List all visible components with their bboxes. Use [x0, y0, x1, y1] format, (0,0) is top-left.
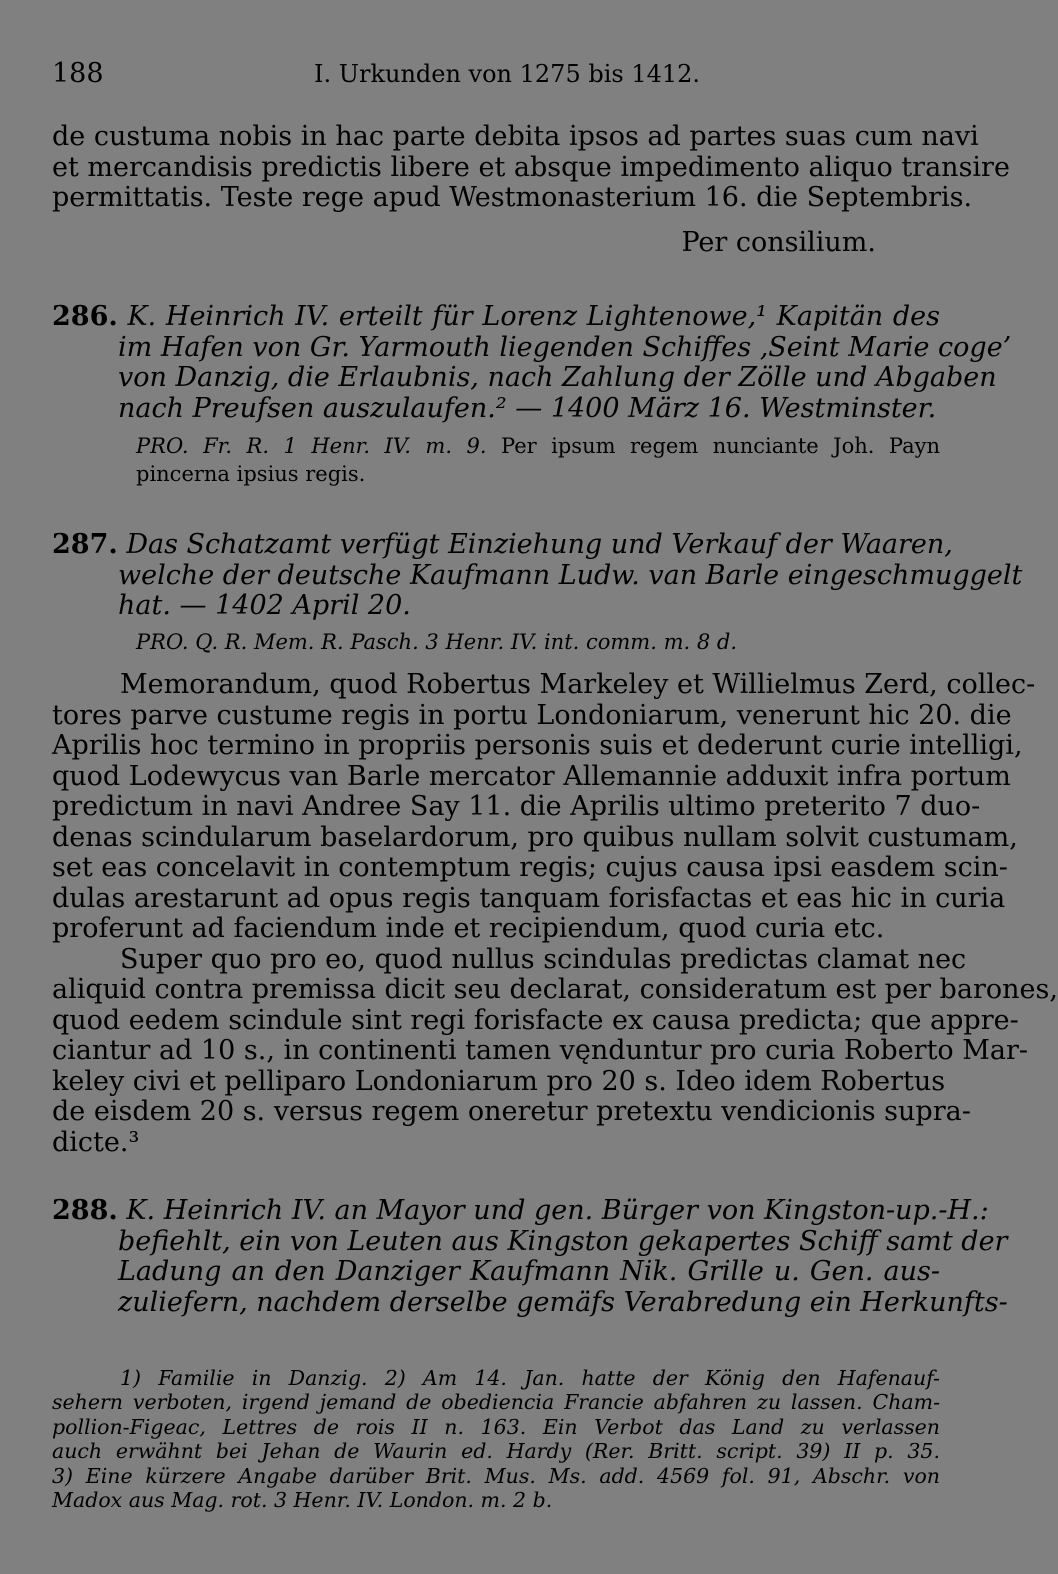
continuation-text — [52, 121, 1010, 214]
doc-287-heading — [52, 529, 1023, 622]
heading-line: im Hafen von Gr. Yarmouth liegenden Schiffes ‚Seint Marie coge’ — [118, 331, 1012, 363]
doc-number: 286. — [52, 301, 118, 332]
text-line: tores parve custume regis in portu Londoniarum, venerunt hic 20. die — [52, 699, 1012, 731]
text-line: quod Lodewycus van Barle mercator Allemannie adduxit infra portum — [52, 760, 1011, 792]
text-line: dicte.³ — [52, 1126, 140, 1158]
text-line: aliquid contra premissa dicit seu declarat, consideratum est per barones, — [52, 974, 1058, 1005]
signature-block — [52, 228, 940, 259]
text-line: set eas concelavit in contemptum regis; cujus causa ipsi easdem scin- — [52, 852, 1008, 883]
source-ref: PRO. Fr. R. 1 Henr. IV. m. 9. — [136, 434, 487, 458]
text-line: et mercandisis predictis libere et absque impedimento aliquo transire — [52, 151, 1010, 183]
footnote-line: auch erwähnt bei Jehan de Waurin ed. Hardy (Rer. Britt. script. 39) II p. 35. — [52, 1439, 940, 1464]
page-number: 188 — [52, 58, 104, 89]
heading-line — [52, 302, 940, 333]
text-line: Aprilis hoc termino in propriis personis suis et dederunt curie intelligi, — [52, 730, 1023, 761]
heading-text: Das Schatzamt verfügt Einziehung und Verkauf der Waaren, — [126, 529, 953, 560]
running-title: I. Urkunden von 1275 bis 1412. — [314, 60, 701, 88]
text-line: permittatis. Teste rege apud Westmonasterium 16. die Septembris. — [52, 182, 973, 213]
heading-line: welche der deutsche Kaufmann Ludw. van Barle eingeschmuggelt — [118, 559, 1023, 591]
signature: Per consilium. — [681, 227, 876, 258]
source-ref: PRO. Q. R. Mem. R. Pasch. 3 Henr. IV. int. comm. m. 8 d. — [136, 630, 737, 654]
footnote-line: sehern verboten, irgend jemand de obediencia Francie abfahren zu lassen. Cham- — [52, 1390, 940, 1415]
source-note-line: pincerna ipsius regis. — [136, 462, 366, 486]
page-header — [52, 58, 940, 94]
doc-286-source — [52, 432, 940, 488]
doc-288-heading — [52, 1195, 1008, 1318]
text-line: de eisdem 20 s. versus regem oneretur pretextu vendicionis supra- — [52, 1096, 971, 1127]
text-line: de custuma nobis in hac parte debita ipsos ad partes suas cum navi — [52, 121, 979, 152]
heading-line: Ladung an den Danziger Kaufmann Nik. Grille u. Gen. aus- — [118, 1256, 940, 1287]
text-line: proferunt ad faciendum inde et recipiendum, quod curia etc. — [52, 913, 885, 944]
heading-line — [52, 1195, 989, 1227]
heading-line: nach Preufsen auszulaufen.² — 1400 März 16. Westminster. — [118, 392, 937, 424]
heading-line: zuliefern, nachdem derselbe gemäfs Verabredung ein Herkunfts- — [118, 1286, 1008, 1318]
heading-line: von Danzig, die Erlaubnis, nach Zahlung der Zölle und Abgaben — [118, 362, 997, 393]
source-note: Per ipsum regem nunciante Joh. Payn — [501, 434, 940, 458]
source-line — [52, 432, 940, 460]
doc-287-body — [52, 669, 1058, 1158]
doc-287-source — [52, 628, 940, 656]
doc-number: 288. — [52, 1195, 118, 1226]
text-line: quod eedem scindule sint regi forisfacte ex causa predicta; que appre- — [52, 1004, 1019, 1036]
text-line: denas scindularum baselardorum, pro quibus nullam solvit custumam, — [52, 821, 1018, 853]
text-line: predictum in navi Andree Say 11. die Aprilis ultimo preterito 7 duo- — [52, 791, 981, 822]
heading-line: hat. — 1402 April 20. — [118, 590, 411, 621]
footnote-line: 1) Familie in Danzig. 2) Am 14. Jan. hatte der König den Hafenauf- — [120, 1366, 940, 1390]
heading-text: K. Heinrich IV. an Mayor und gen. Bürger von Kingston-up.-H.: — [126, 1195, 989, 1226]
footnote-line: 3) Eine kürzere Angabe darüber Brit. Mus. Ms. add. 4569 fol. 91, Abschr. von — [52, 1463, 940, 1488]
footnotes — [52, 1366, 940, 1512]
heading-line — [52, 529, 953, 561]
text-line: ciantur ad 10 s., in continenti tamen vęnduntur pro curia Roberto Mar- — [52, 1035, 1029, 1066]
text-line: Memorandum, quod Robertus Markeley et Willielmus Zerd, collec- — [120, 669, 1036, 700]
doc-number: 287. — [52, 529, 118, 560]
heading-line: befiehlt, ein von Leuten aus Kingston gekapertes Schiff samt der — [118, 1225, 1008, 1257]
text-line: keley civi et pelliparo Londoniarum pro 20 s. Ideo idem Robertus — [52, 1065, 946, 1097]
text-line: dulas arestarunt ad opus regis tanquam forisfactas et eas hic in curia — [52, 882, 1006, 914]
text-line: Super quo pro eo, quod nullus scindulas predictas clamat nec — [120, 943, 967, 975]
footnote-line: Madox aus Mag. rot. 3 Henr. IV. London. m. 2 b. — [52, 1487, 553, 1512]
doc-286-heading — [52, 301, 1012, 424]
footnote-line: pollion-Figeac, Lettres de rois II n. 163. Ein Verbot das Land zu verlassen — [52, 1414, 940, 1439]
heading-text: K. Heinrich IV. erteilt für Lorenz Lightenowe,¹ Kapitän des — [127, 301, 940, 332]
